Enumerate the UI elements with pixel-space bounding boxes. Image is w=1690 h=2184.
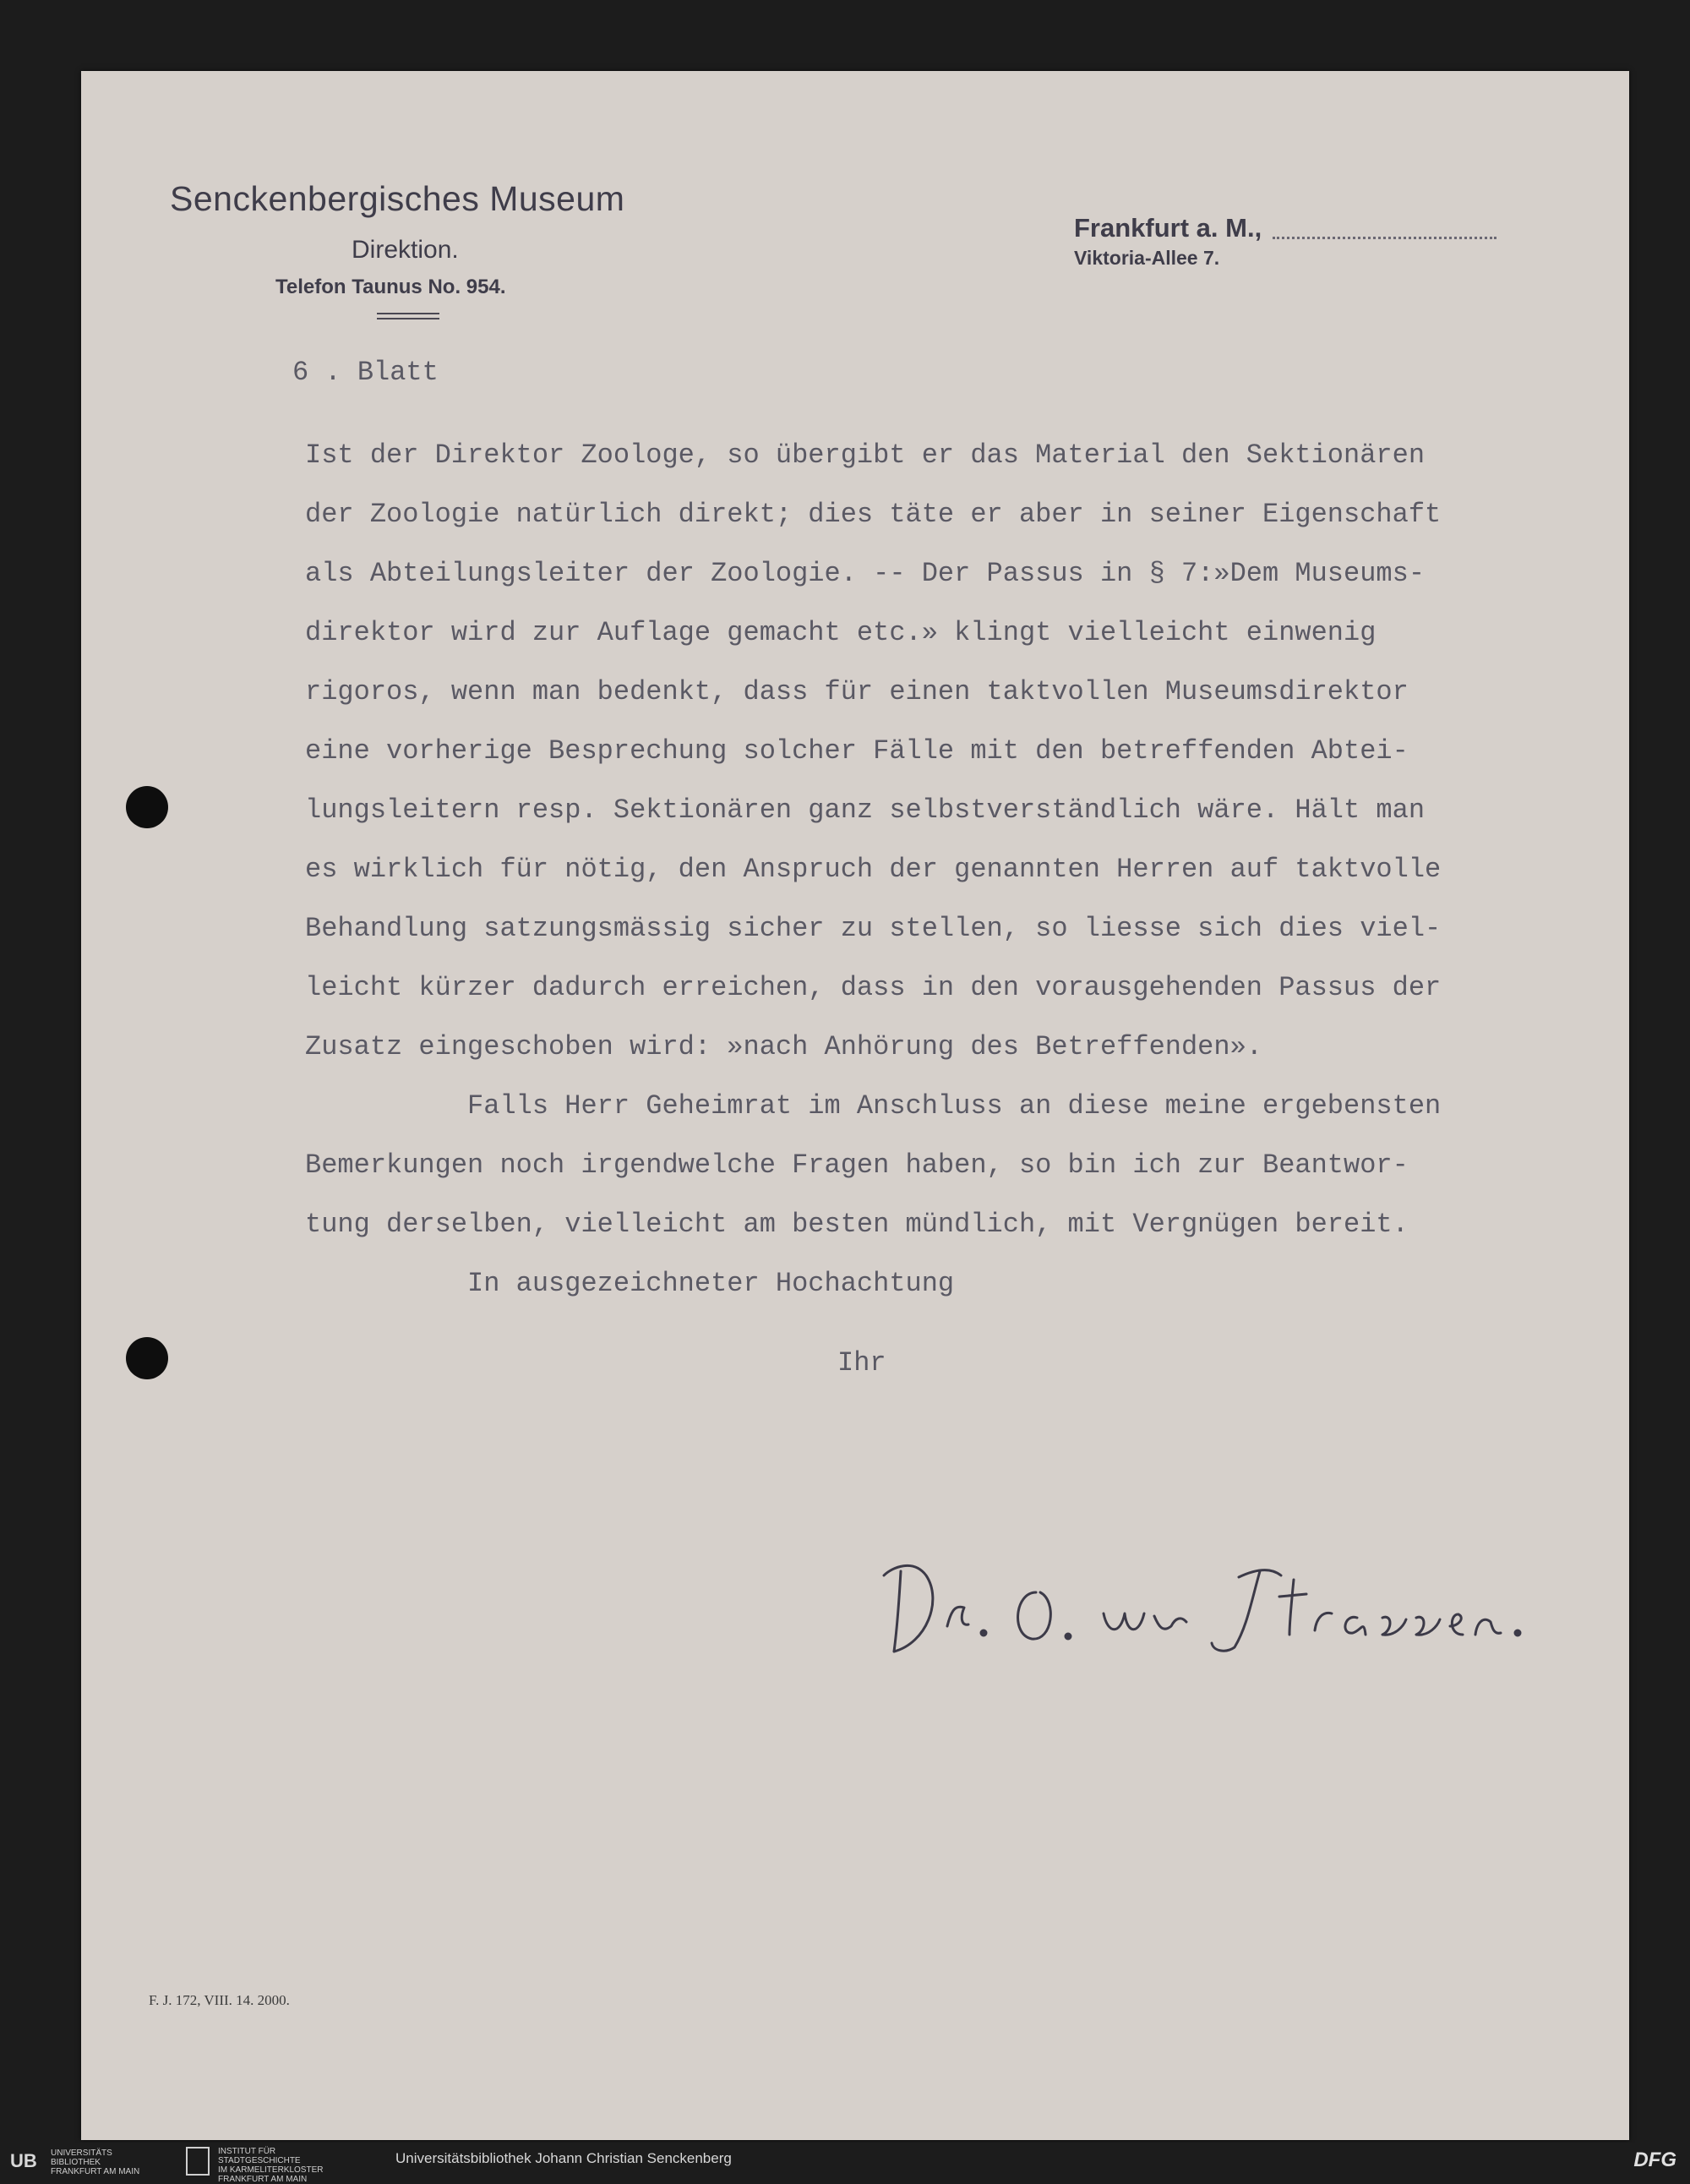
body-line: Behandlung satzungsmässig sicher zu stellen, so liesse sich dies viel- bbox=[305, 913, 1442, 944]
body-line: der Zoologie natürlich direkt; dies täte er aber in seiner Eigenschaft bbox=[305, 499, 1442, 530]
body-line: als Abteilungsleiter der Zoologie. -- Der Passus in § 7:»Dem Museums- bbox=[305, 558, 1426, 589]
body-line: eine vorherige Besprechung solcher Fälle mit den betreffenden Abtei- bbox=[305, 735, 1409, 767]
letterhead-city: Frankfurt a. M., bbox=[1074, 213, 1262, 243]
body-line: Zusatz eingeschoben wird: »nach Anhörung des Betreffenden». bbox=[305, 1031, 1262, 1062]
body-line: es wirklich für nötig, den Anspruch der genannten Herren auf taktvolle bbox=[305, 854, 1442, 885]
letterhead-phone: Telefon Taunus No. 954. bbox=[275, 276, 506, 298]
body-line: Ist der Direktor Zoologe, so übergibt er das Material den Sektionären bbox=[305, 440, 1426, 471]
form-code: F. J. 172, VIII. 14. 2000. bbox=[149, 1992, 290, 2008]
punch-hole-bottom bbox=[126, 1337, 168, 1379]
body-line: direktor wird zur Auflage gemacht etc.» klingt vielleicht einwenig bbox=[305, 617, 1377, 648]
body-line: rigoros, wenn man bedenkt, dass für einen taktvollen Museumsdirektor bbox=[305, 676, 1409, 707]
body-line: tung derselben, vielleicht am besten mündlich, mit Vergnügen bereit. bbox=[305, 1209, 1409, 1240]
letter-page bbox=[81, 71, 1629, 2140]
letterhead-department: Direktion. bbox=[352, 236, 459, 264]
body-line: Falls Herr Geheimrat im Anschluss an diese meine ergebensten bbox=[305, 1090, 1442, 1122]
letterhead-rule bbox=[377, 313, 439, 314]
letterhead-street: Viktoria-Allee 7. bbox=[1074, 247, 1220, 269]
dfg-logo: DFG bbox=[1633, 2149, 1676, 2171]
date-blank-line bbox=[1273, 237, 1496, 239]
isg-logo-icon bbox=[186, 2147, 210, 2176]
body-line: leicht kürzer dadurch erreichen, dass in den vorausgehenden Passus der bbox=[305, 972, 1442, 1003]
letterhead-rule bbox=[377, 318, 439, 319]
body-line: lungsleitern resp. Sektionären ganz selbstverständlich wäre. Hält man bbox=[305, 794, 1426, 826]
signature-image bbox=[875, 1499, 1535, 1668]
page-number: 6 . Blatt bbox=[292, 357, 439, 388]
closing-word: Ihr bbox=[837, 1347, 886, 1379]
body-line: Bemerkungen noch irgendwelche Fragen haben, so bin ich zur Beantwor- bbox=[305, 1149, 1409, 1181]
letterhead-institution: Senckenbergisches Museum bbox=[170, 179, 625, 218]
isg-logo-text: INSTITUT FÜR STADTGESCHICHTE IM KARMELITERKLOSTER FRANKFURT AM MAIN bbox=[218, 2147, 324, 2184]
body-line: In ausgezeichneter Hochachtung bbox=[305, 1268, 955, 1299]
punch-hole-top bbox=[126, 786, 168, 828]
library-name: Universitätsbibliothek Johann Christian Senckenberg bbox=[395, 2150, 732, 2166]
ub-logo-text: UNIVERSITÄTS BIBLIOTHEK FRANKFURT AM MAIN bbox=[51, 2149, 140, 2176]
ub-logo: UB bbox=[10, 2150, 37, 2171]
